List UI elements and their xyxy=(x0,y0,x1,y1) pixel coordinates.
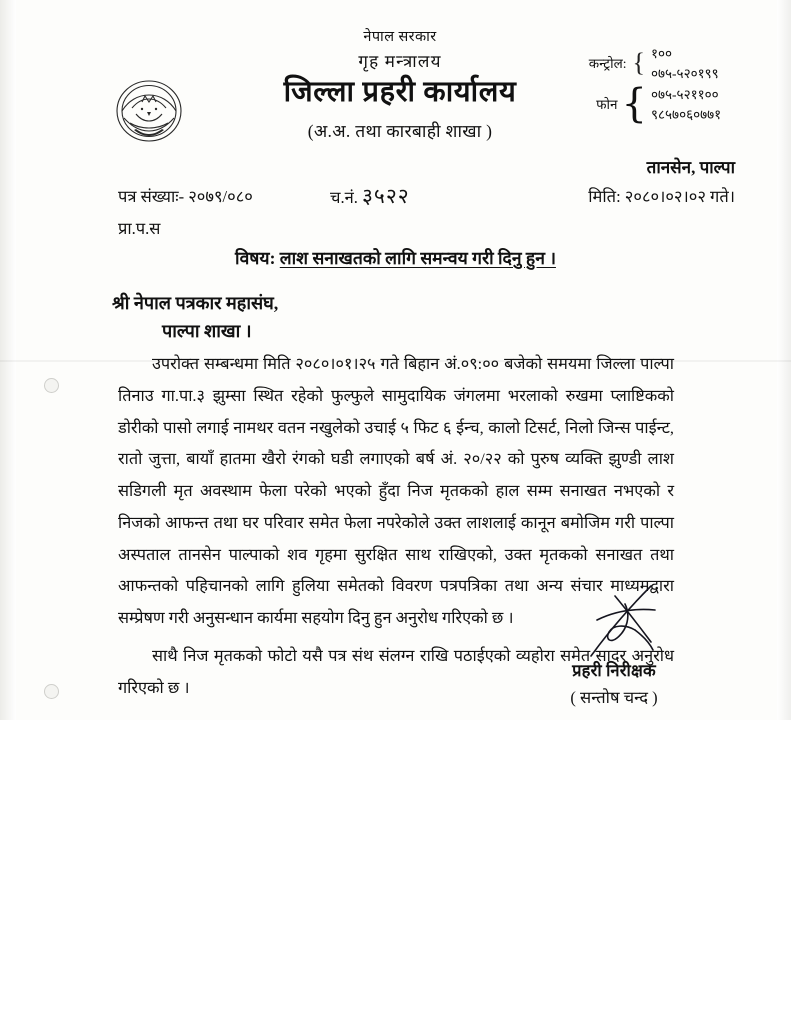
place-date: तानसेन, पाल्पा xyxy=(646,158,735,177)
recipient-block xyxy=(112,290,278,346)
control-extra-value: ०७५-५२०१९९ xyxy=(651,65,719,81)
hole-punch-mark xyxy=(44,378,59,393)
signature-block xyxy=(499,590,729,708)
body-paragraph-2: साथै निज मृतकको फोटो यसै पत्र संथ संलग्न राखि पठाईएको व्यहोरा समेत सादर अनुरोध गरिएको छ । xyxy=(118,645,674,697)
phone-value-2: ९८५७०६०७७१ xyxy=(651,106,722,122)
phone-row xyxy=(543,81,743,128)
signatory-title: प्रहरी निरीक्षक xyxy=(572,661,656,680)
chalani-number xyxy=(330,182,410,210)
date-line: मिति: २०८०।०२।०२ गते। xyxy=(588,187,735,206)
chalani-value: ३५२२ xyxy=(362,184,410,208)
blank-lower-page xyxy=(0,720,791,1024)
brace-icon: { xyxy=(632,48,645,78)
government-line: नेपाल सरकार xyxy=(363,29,437,45)
phone-label: फोन xyxy=(596,96,618,112)
subject-label: विषय: xyxy=(235,248,276,268)
hole-punch-mark xyxy=(44,684,59,699)
branch-line: (अ.अ. तथा कारबाही शाखा ) xyxy=(307,121,493,142)
signatory-name: ( सन्तोष चन्द ) xyxy=(570,688,658,707)
control-label: कन्ट्रोल: xyxy=(588,55,627,71)
subject-line xyxy=(0,246,791,270)
control-value: १०० xyxy=(651,46,673,61)
contact-block xyxy=(543,44,743,128)
phone-value-1: ०७५-५२११०० xyxy=(651,87,719,103)
recipient-line-2: पाल्पा शाखा । xyxy=(162,320,252,341)
nepal-emblem-icon xyxy=(112,78,186,144)
chalani-label: च.नं. xyxy=(330,188,358,207)
office-title: जिल्ला प्रहरी कार्यालय xyxy=(283,76,517,108)
control-row xyxy=(543,44,743,83)
ministry-line: गृह मन्त्रालय xyxy=(358,52,442,71)
letterhead xyxy=(0,26,791,176)
prapas-label: प्रा.प.स xyxy=(118,219,161,238)
body-paragraph-1: उपरोक्त सम्बन्धमा मिति २०८०।०१।२५ गते बिहान अं.०९:०० बजेको समयमा जिल्ला पाल्पा तिनाउ गा.पा.३ झुम्सा स्थित रहेको फुल्फुले सामुदायिक जंगलमा भरलाको रुखमा प्लाष्टिकको डोरीको पासो लगाई नामथर वतन नखुलेको उचाई ५ फिट ६ ईन्च, कालो टिसर्ट, निलो जिन्स पाईन्ट, रातो जुत्ता, बायाँ हातमा खैरो रंगको घडी लगाएको बर्ष अं. २०/२२ को पुरुष व्यक्ति झुण्डी लाश सडिगली मृत अवस्थाम फेला परेको भएको हुँदा निज मृतकको हाल सम्म सनाखत नभएको र निजको आफन्त तथा घर परिवार समेत फेला नपरेकोले उक्त लाशलाई कानून बमोजिम गरी पाल्पा अस्पताल तानसेन पाल्पाको शव गृहमा सुरक्षित साथ राखिएको, उक्त मृतकको सनाखत तथा आफन्तको पहिचानको लागि हुलिया समेतको विवरण पत्रपत्रिका तथा अन्य संचार माध्यमद्वारा सम्प्रेषण गरी अनुसन्धान कार्यमा सहयोग दिनु हुन अनुरोध गरिएको छ । xyxy=(118,354,674,628)
subject-text: लाश सनाखतको लागि समन्वय गरी दिनु हुन । xyxy=(279,248,556,268)
recipient-line-1: श्री नेपाल पत्रकार महासंघ, xyxy=(112,293,279,313)
letterhead-center xyxy=(200,26,600,143)
brace-icon: { xyxy=(621,81,647,128)
handwritten-signature-icon xyxy=(499,590,729,658)
letter-number: पत्र संख्याः- २०७९/०८० xyxy=(118,187,253,206)
